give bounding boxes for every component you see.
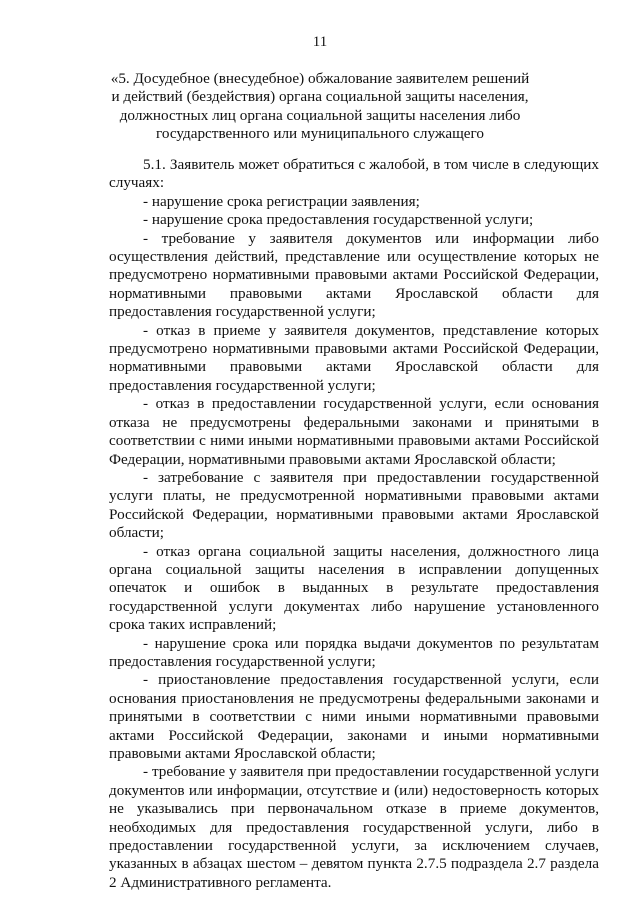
page-number: 11 [312,34,328,50]
document-body [109,156,599,892]
list-item: - нарушение срока предоставления государственной услуги; [143,211,534,229]
list-item: - требование у заявителя документов или информации либо осуществления действий, представление или осуществление которых не предусмотрено нормативными правовыми актами Российской Федерации, нормативными правовыми актами Ярославской области для предоставления государственной услуги; [109,229,599,321]
list-item: - нарушение срока или порядка выдачи документов по результатам предоставления государственной услуги; [109,634,599,670]
list-item: - затребование с заявителя при предоставлении государственной услуги платы, не предусмотренной нормативными правовыми актами Российской Федерации, нормативными правовыми актами Ярославской области; [109,468,599,542]
list-item: - приостановление предоставления государственной услуги, если основания приостановления не предусмотрены федеральными законами и принятыми в соответствии с ними иными нормативными правовыми актами Российской Федерации, законами и иными нормативными правовыми актами Ярославской области; [109,671,599,762]
list-item: - требование у заявителя при предоставлении государственной услуги документов или информации, отсутствие и (или) недостоверность которых не указывались при первоначальном отказе в приеме документов, необходимых для предоставления государственной услуги, либо в предоставлении государственной услуги, за исключением случаев, указанных в абзацах шестом – девятом пункта 2.7.5 подраздела 2.7 раздела 2 Административного регламента. [109,763,599,891]
section-heading: «5. Досудебное (внесудебное) обжалование заявителем решений и действий (бездействия) органа социальной защиты населения, должностных лиц органа социальной защиты населения либо государственного или муниципального служащего [110,70,530,143]
list-item: - нарушение срока регистрации заявления; [143,192,420,210]
list-item: - отказ органа социальной защиты населения, должностного лица органа социальной защиты населения в исправлении допущенных опечаток и ошибок в выданных в результате предоставления государственной услуги документах либо нарушение установленного срока таких исправлений; [109,542,599,634]
list-item: - отказ в предоставлении государственной услуги, если основания отказа не предусмотрены федеральными законами и принятыми в соответствии с ними иными нормативными правовыми актами Российской Федерации, нормативными правовыми актами Ярославской области; [109,395,599,468]
paragraph-5-1: 5.1. Заявитель может обратиться с жалобой, в том числе в следующих случаях: [109,156,599,192]
list-item: - отказ в приеме у заявителя документов, представление которых предусмотрено нормативными правовыми актами Российской Федерации, нормативными правовыми актами Ярославской области для предоставления государственной услуги; [109,321,599,394]
